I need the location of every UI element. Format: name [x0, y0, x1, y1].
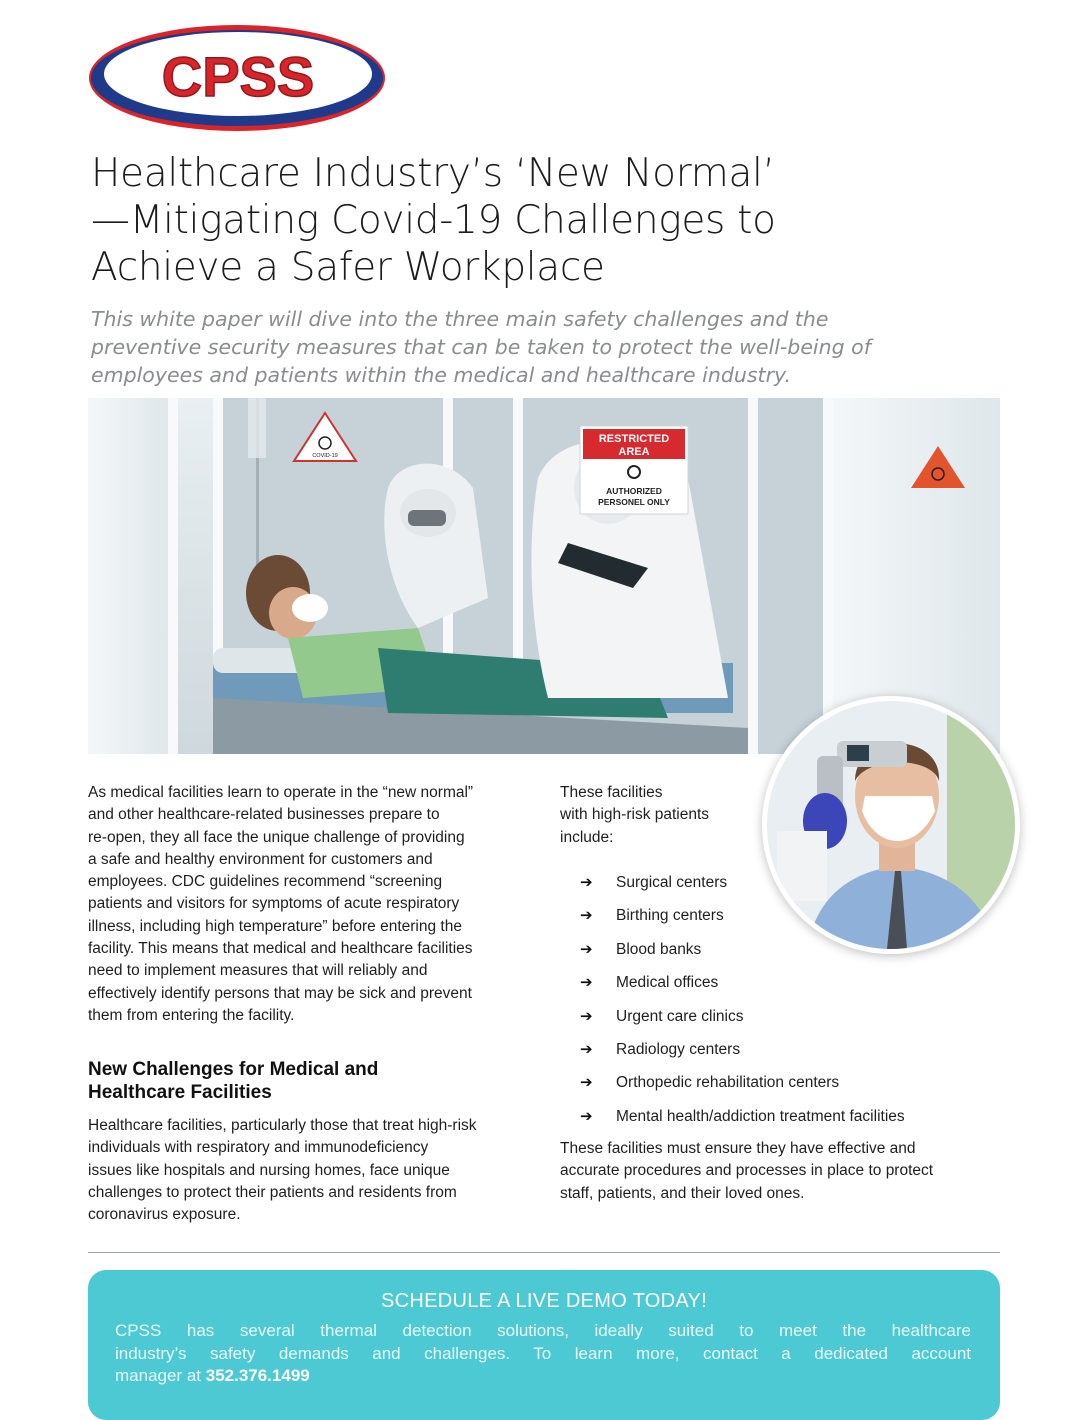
list-item-label: Mental health/addiction treatment facilities [616, 1107, 905, 1125]
list-item [580, 937, 1000, 970]
text-line: employees. CDC guidelines recommend “screening [88, 873, 443, 891]
heading-line: New Challenges for Medical and [88, 1059, 379, 1080]
text-line: include: [560, 828, 614, 846]
list-item-label: Blood banks [616, 940, 702, 958]
arrow-right-icon: ➔ [580, 1040, 593, 1058]
svg-text:AUTHORIZED: AUTHORIZED [606, 486, 662, 496]
svg-text:PERSONEL ONLY: PERSONEL ONLY [598, 497, 670, 507]
cta-line: CPSS has several thermal detection solutions, ideally suited to meet the healthcare [115, 1321, 971, 1340]
cta-banner [88, 1270, 1000, 1420]
list-item-label: Radiology centers [616, 1040, 741, 1058]
text-line: facility. This means that medical and healthcare facilities [88, 940, 473, 958]
subtitle-line: employees and patients within the medical and healthcare industry. [91, 363, 792, 387]
subtitle-line: preventive security measures that can be taken to protect the well-being of [91, 335, 871, 359]
text-line: These facilities [560, 784, 663, 801]
svg-text:AREA: AREA [618, 446, 650, 458]
text-line: a safe and healthy environment for customers and [88, 850, 433, 868]
list-item-label: Birthing centers [616, 907, 724, 925]
arrow-right-icon: ➔ [580, 1107, 593, 1125]
text-line: individuals with respiratory and immunodeficiency [88, 1139, 429, 1157]
document-title [91, 150, 991, 291]
text-line: Healthcare facilities, particularly those that treat high-risk [88, 1117, 477, 1134]
text-line: accurate procedures and processes in place to protect [560, 1162, 934, 1180]
arrow-right-icon: ➔ [580, 1007, 593, 1025]
cpss-logo [86, 22, 388, 134]
text-line: These facilities must ensure they have effective and [560, 1140, 916, 1157]
section-paragraph [88, 1115, 528, 1226]
heading-line: Healthcare Facilities [88, 1082, 272, 1103]
text-line: staff, patients, and their loved ones. [560, 1184, 805, 1202]
arrow-right-icon: ➔ [580, 907, 593, 925]
cta-line: industry’s safety demands and challenges. To learn more, contact a dedicated account [115, 1343, 971, 1363]
cta-text [115, 1320, 971, 1388]
intro-paragraph [88, 782, 528, 1027]
text-line: issues like hospitals and nursing homes, face unique [88, 1161, 450, 1179]
subtitle-line: This white paper will dive into the three main safety challenges and the [91, 307, 829, 331]
arrow-right-icon: ➔ [580, 940, 593, 958]
facilities-intro [560, 782, 750, 849]
title-line: Healthcare Industry’s ‘New Normal’ [91, 151, 775, 196]
arrow-right-icon: ➔ [580, 874, 593, 891]
document-subtitle [91, 305, 991, 389]
divider [88, 1252, 1000, 1253]
arrow-right-icon: ➔ [580, 974, 593, 992]
cta-heading: SCHEDULE A LIVE DEMO TODAY! [381, 1290, 707, 1312]
list-item-label: Medical offices [616, 974, 719, 992]
text-line: re-open, they all face the unique challenge of providing [88, 828, 465, 846]
text-line: effectively identify persons that may be sick and prevent [88, 984, 472, 1002]
text-line: need to implement measures that will reliably and [88, 962, 428, 980]
title-line: Achieve a Safer Workplace [91, 245, 605, 290]
text-line: patients and visitors for symptoms of acute respiratory [88, 895, 460, 913]
svg-text:COVID-19: COVID-19 [312, 453, 338, 459]
list-item [580, 1004, 1000, 1037]
facility-list [580, 870, 1000, 1137]
facilities-closing [560, 1138, 990, 1205]
text-line: with high-risk patients [560, 806, 710, 824]
text-line: As medical facilities learn to operate in the “new normal” [88, 784, 474, 801]
list-item [580, 903, 1000, 936]
text-line: challenges to protect their patients and residents from [88, 1183, 457, 1201]
svg-text:RESTRICTED: RESTRICTED [598, 433, 670, 445]
text-line: illness, including high temperature” before entering the [88, 917, 462, 935]
text-line: and other healthcare-related businesses prepare to [88, 806, 440, 824]
list-item [580, 970, 1000, 1003]
list-item [580, 870, 1000, 903]
title-line: —Mitigating Covid-19 Challenges to [91, 198, 776, 243]
phone-number-link[interactable]: 352.376.1499 [205, 1366, 310, 1385]
list-item-label: Urgent care clinics [616, 1007, 744, 1025]
arrow-right-icon: ➔ [580, 1074, 593, 1092]
svg-text:CPSS: CPSS [161, 45, 315, 108]
cta-line-prefix: manager at [115, 1366, 206, 1385]
cta-line [115, 1366, 310, 1385]
text-line: them from entering the facility. [88, 1006, 295, 1024]
list-item [580, 1104, 1000, 1137]
text-line: coronavirus exposure. [88, 1206, 241, 1224]
list-item-label: Orthopedic rehabilitation centers [616, 1074, 840, 1092]
list-item-label: Surgical centers [616, 874, 728, 891]
list-item [580, 1070, 1000, 1103]
list-item [580, 1037, 1000, 1070]
section-heading [88, 1058, 528, 1104]
